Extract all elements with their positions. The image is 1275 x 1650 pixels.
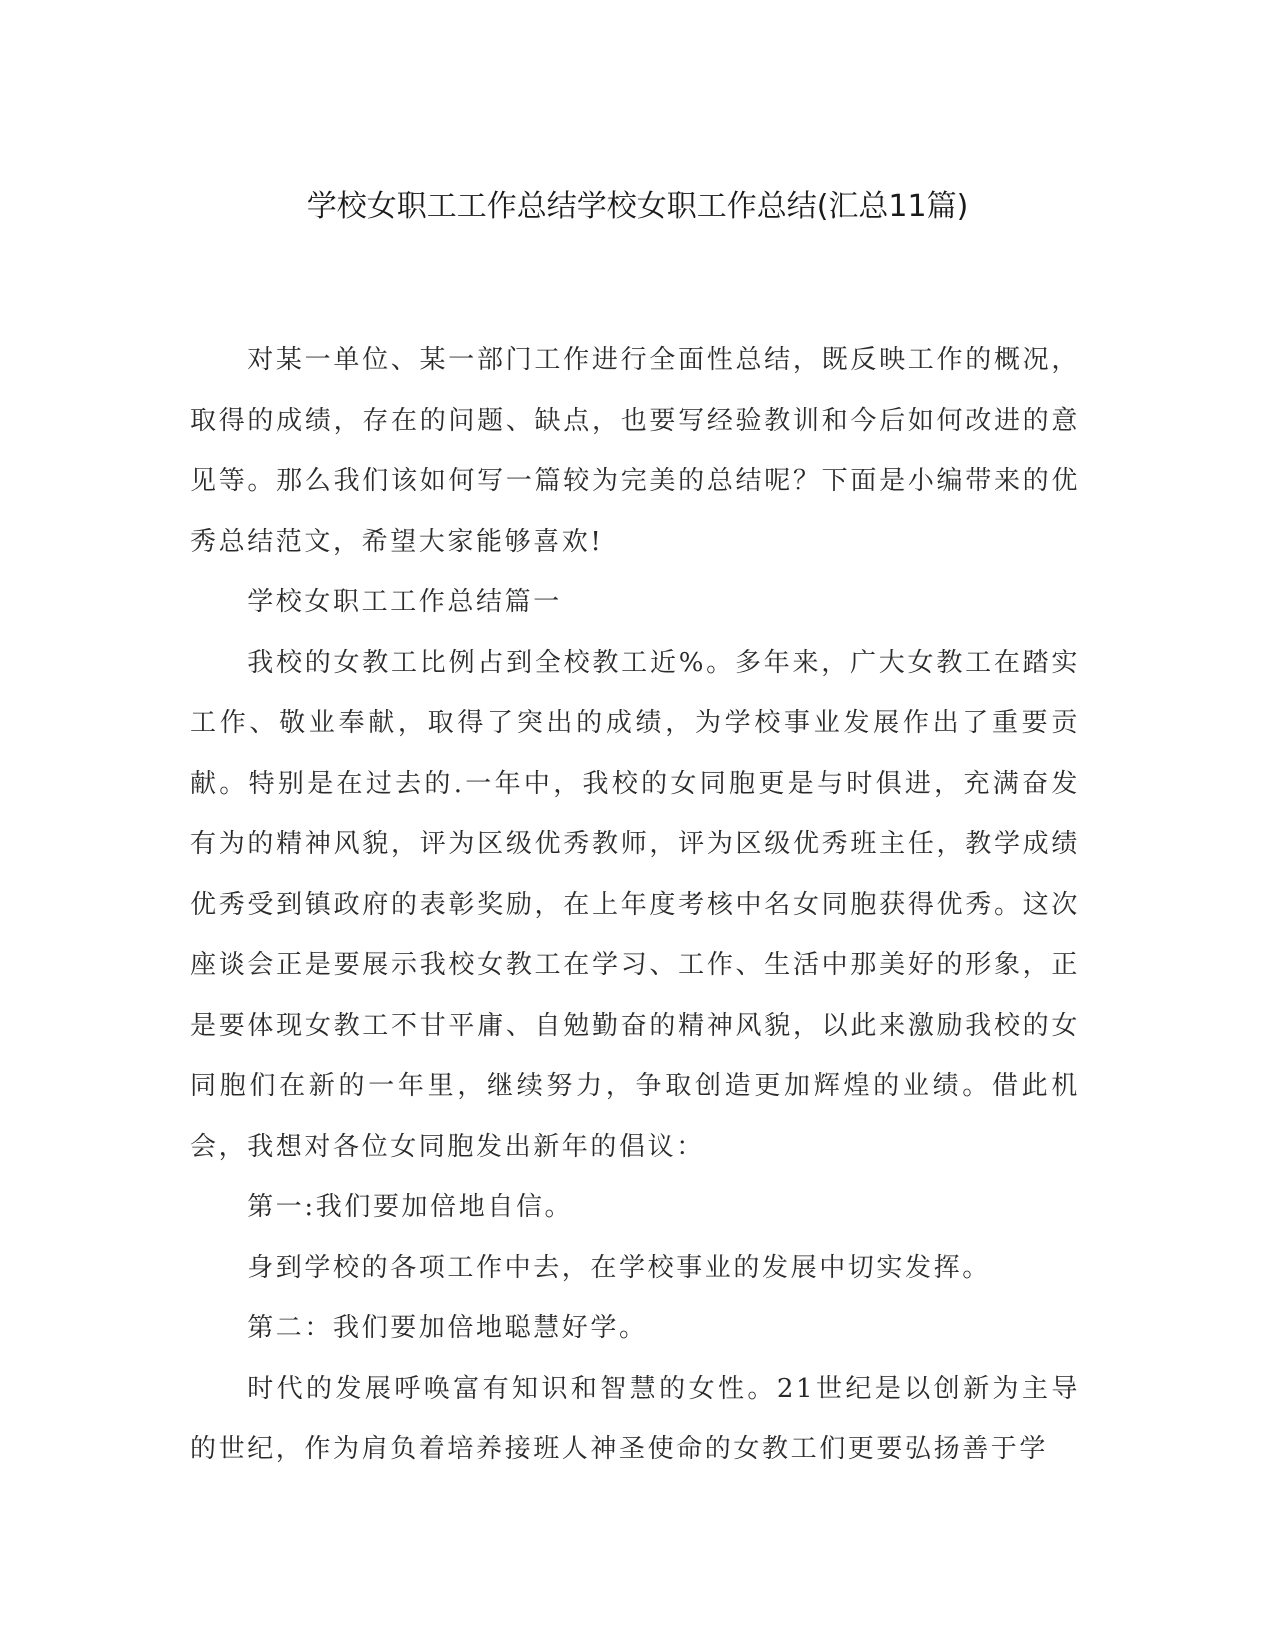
intro-paragraph: 对某一单位、某一部门工作进行全面性总结，既反映工作的概况，取得的成绩，存在的问题、缺点，也要写经验教训和今后如何改进的意见等。那么我们该如何写一篇较为完美的总结呢？下面是小编带来的优秀总结范文，希望大家能够喜欢! <box>190 345 1080 557</box>
body-paragraph: 我校的女教工比例占到全校教工近%。多年来，广大女教工在踏实工作、敬业奉献，取得了突出的成绩，为学校事业发展作出了重要贡献。特别是在过去的.一年中，我校的女同胞更是与时俱进，充满奋发有为的精神风貌，评为区级优秀教师，评为区级优秀班主任，教学成绩优秀受到镇政府的表彰奖励，在上年度考核中名女同胞获得优秀。这次座谈会正是要展示我校女教工在学习、工作、生活中那美好的形象，正是要体现女教工不甘平庸、自勉勤奋的精神风貌，以此来激励我校的女同胞们在新的一年里，继续努力，争取创造更加辉煌的业绩。借此机会，我想对各位女同胞发出新年的倡议： <box>190 647 1080 1162</box>
point-heading-1: 第一:我们要加倍地自信。 <box>247 1192 574 1222</box>
document-title: 学校女职工工作总结学校女职工作总结(汇总11篇) <box>306 189 969 224</box>
body-paragraph: 身到学校的各项工作中去，在学校事业的发展中切实发挥。 <box>247 1252 991 1283</box>
body-paragraph: 时代的发展呼唤富有知识和智慧的女性。21世纪是以创新为主导的世纪，作为肩负着培养接班人神圣使命的女教工们更要弘扬善于学 <box>190 1373 1080 1464</box>
document-body <box>190 330 1080 1480</box>
point-heading-2: 第二：我们要加倍地聪慧好学。 <box>247 1313 648 1343</box>
section-heading: 学校女职工工作总结篇一 <box>247 587 562 617</box>
